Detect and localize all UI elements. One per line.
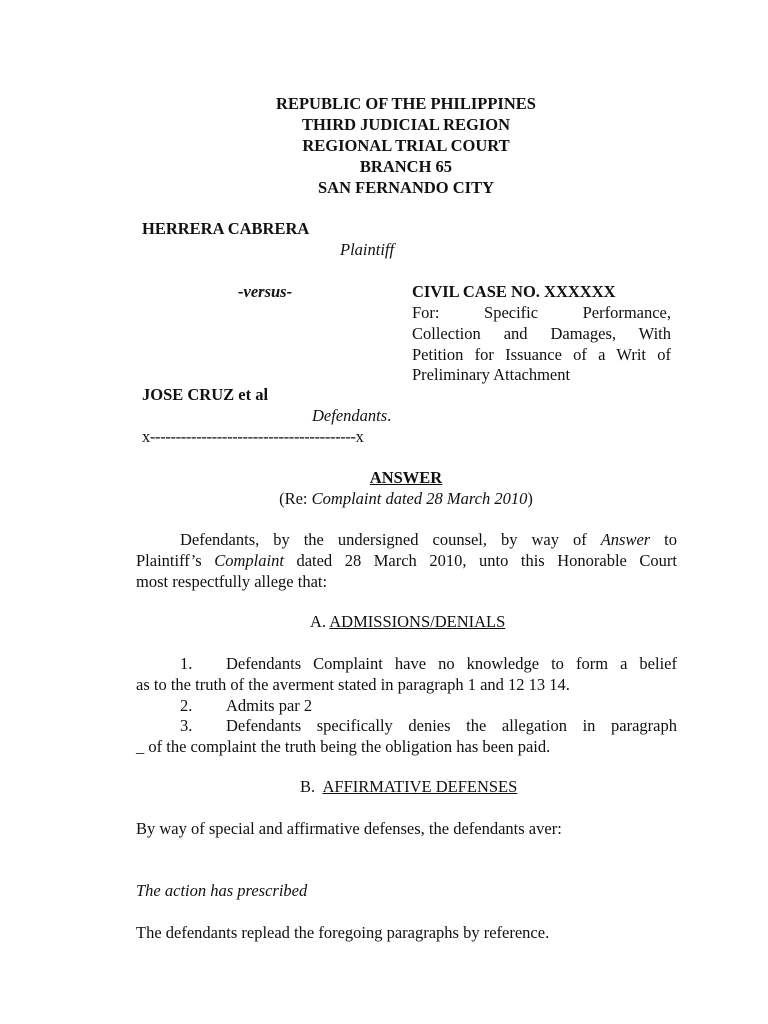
court-header-region: THIRD JUDICIAL REGION xyxy=(301,115,511,134)
section-b-title: AFFIRMATIVE DEFENSES xyxy=(322,777,518,796)
intro-line xyxy=(136,551,677,572)
case-number: CIVIL CASE NO. XXXXXX xyxy=(412,282,616,301)
subtitle-prefix: (Re: xyxy=(279,489,312,508)
intro-line: most respectfully allege that: xyxy=(136,571,328,591)
section-a-prefix: A. xyxy=(310,612,330,631)
intro-paragraph xyxy=(136,530,677,592)
defendant-label-period: . xyxy=(387,406,392,425)
plaintiff-name: HERRERA CABRERA xyxy=(142,219,310,238)
list-item xyxy=(136,654,677,675)
list-item-text: Admits par 2 xyxy=(226,695,313,715)
case-nature-line: For: Specific Performance, xyxy=(412,303,671,322)
list-item-continuation: as to the truth of the averment stated in paragraph 1 and 12 13 14. xyxy=(136,674,570,694)
case-nature-line: Petition for Issuance of a Writ of xyxy=(412,344,671,364)
court-header-city: SAN FERNANDO CITY xyxy=(317,178,494,197)
court-header-court: REGIONAL TRIAL COURT xyxy=(302,136,510,155)
list-item-number: 2. xyxy=(180,695,193,715)
list-item-text: Defendants Complaint have no knowledge to form a belief xyxy=(226,654,677,673)
list-item-text: Defendants specifically denies the allegation in paragraph xyxy=(226,716,677,736)
court-header-republic: REPUBLIC OF THE PHILIPPINES xyxy=(276,94,536,113)
case-nature-line: Collection and Damages, With xyxy=(412,323,671,343)
section-b-intro: By way of special and affirmative defenses, the defendants aver: xyxy=(136,819,562,838)
intro-text: to xyxy=(650,530,678,549)
case-nature-line: Preliminary Attachment xyxy=(412,365,571,385)
list-item-continuation: _ of the complaint the truth being the obligation has been paid. xyxy=(136,737,551,757)
section-a-items xyxy=(136,654,677,758)
section-b-heading xyxy=(300,777,517,798)
list-item xyxy=(136,696,677,717)
intro-text: dated 28 March 2010, unto this Honorable Court xyxy=(283,550,677,570)
defendant-label: Defendants xyxy=(312,406,388,425)
list-item-number: 1. xyxy=(180,654,193,673)
versus-label: -versus- xyxy=(238,282,293,301)
list-item xyxy=(136,716,677,737)
document-subtitle xyxy=(0,489,768,510)
section-b-body: The defendants replead the foregoing paragraphs by reference. xyxy=(136,923,550,942)
section-b-prefix: B. xyxy=(300,777,323,796)
caption-separator: x----------------------------------------x xyxy=(142,427,364,446)
list-item-number: 3. xyxy=(180,716,193,736)
case-nature xyxy=(412,303,671,386)
subtitle-suffix: ) xyxy=(527,489,533,508)
defendant-label-wrap xyxy=(312,406,391,427)
intro-line xyxy=(136,530,677,551)
section-b-subheading: The action has prescribed xyxy=(136,881,308,900)
subtitle-reference: Complaint dated 28 March 2010 xyxy=(311,489,528,508)
defendant-name: JOSE CRUZ et al xyxy=(142,385,269,404)
document-title: ANSWER xyxy=(369,468,443,487)
court-header-branch: BRANCH 65 xyxy=(359,157,453,176)
section-a-heading xyxy=(310,612,505,633)
intro-text: Plaintiff’s xyxy=(136,550,215,570)
section-a-title: ADMISSIONS/DENIALS xyxy=(329,612,506,631)
plaintiff-label: Plaintiff xyxy=(340,240,395,259)
intro-answer-word: Answer xyxy=(600,530,651,549)
intro-text: Defendants, by the undersigned counsel, by way of xyxy=(180,530,601,549)
intro-complaint-word: Complaint xyxy=(214,550,284,570)
